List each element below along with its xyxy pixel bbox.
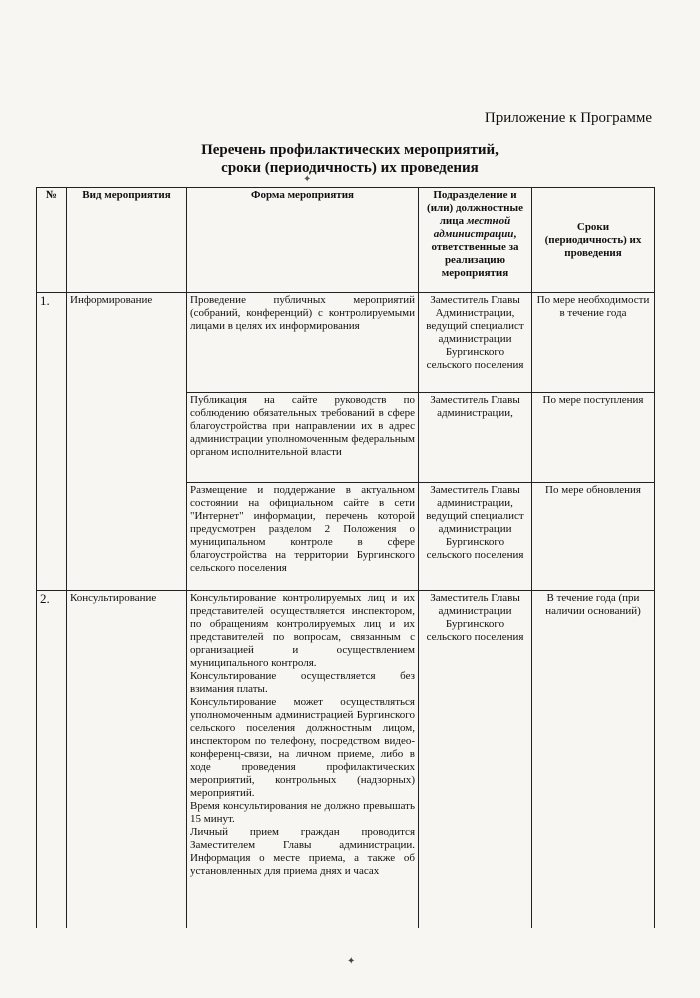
page-mark-bottom: ✦ [347,956,356,967]
header-num: № [37,188,67,293]
header-dept-part2: , ответственные за реализацию мероприятия [431,228,519,279]
table-header-row [37,188,655,293]
document-title [0,141,700,177]
row2-form [187,591,419,928]
row2-form-paragraph: Время консультирования не должно превышать 15 минут. [190,800,415,825]
header-dept-part1: Подразделение и (или) должностные лица [427,189,523,227]
row1-form-b: Публикация на сайте руководств по соблюдению обязательных требований в сфере благоустройства при направлении их в адрес администрации уполномоченным федеральным органом исполнительной власти [187,393,419,483]
row1-schedule-b: По мере поступления [532,393,655,483]
measures-table [36,187,655,928]
row1-dept-b: Заместитель Главы администрации, [419,393,532,483]
row2-dept: Заместитель Главы администрации Бургинского сельского поселения [419,591,532,928]
row1-schedule-c: По мере обновления [532,483,655,591]
row1-dept-a: Заместитель Главы Администрации, ведущий специалист администрации Бургинского сельского поселения [419,293,532,393]
row2-schedule: В течение года (при наличии оснований) [532,591,655,928]
header-form: Форма мероприятия [187,188,419,293]
row1-num: 1. [37,293,67,591]
row1-form-c: Размещение и поддержание в актуальном состоянии на официальном сайте в сети "Интернет" информации, перечень которой предусмотрен разделом 2 Положения о муниципальном контроле в сфере благоустройства на территории Бургинского сельского поселения [187,483,419,591]
row2-form-paragraph: Консультирование контролируемых лиц и их представителей осуществляется инспектором, по обращениям контролируемых лиц и их представителей по вопросам, связанным с организацией и осуществлением муниципального контроля. [190,592,415,669]
title-line-2: сроки (периодичность) их проведения [221,160,479,176]
row2-num: 2. [37,591,67,928]
header-type: Вид мероприятия [67,188,187,293]
row1-type: Информирование [67,293,187,591]
row2-form-paragraph: Консультирование может осуществляться уполномоченным администрацией Бургинского сельского поселения должностным лицом, инспектором по телефону, посредством видео-конференц-связи, на личном приеме, либо в ходе проведения профилактических мероприятий, контрольных (надзорных) мероприятий. [190,696,415,799]
row2-form-paragraph: Консультирование осуществляется без взимания платы. [190,670,415,695]
row1-schedule-a: По мере необходимости в течение года [532,293,655,393]
header-schedule: Сроки (периодичность) их проведения [532,188,655,293]
table-row [37,293,655,393]
header-dept-italic: местной администрации [433,215,514,240]
title-line-1: Перечень профилактических мероприятий, [201,142,499,158]
row1-form-a: Проведение публичных мероприятий (собраний, конференций) с контролируемыми лицами в целях их информирования [187,293,419,393]
table-row [37,591,655,928]
page-mark-top: ✦ [303,174,312,185]
row2-form-paragraph: Личный прием граждан проводится Заместителем Главы администрации. Информация о месте приема, а также об установленных для приема днях и часах [190,826,415,877]
appendix-label: Приложение к Программе [484,110,652,126]
row1-dept-c: Заместитель Главы администрации, ведущий специалист администрации Бургинского сельского поселения [419,483,532,591]
row2-type: Консультирование [67,591,187,928]
header-department [419,188,532,293]
